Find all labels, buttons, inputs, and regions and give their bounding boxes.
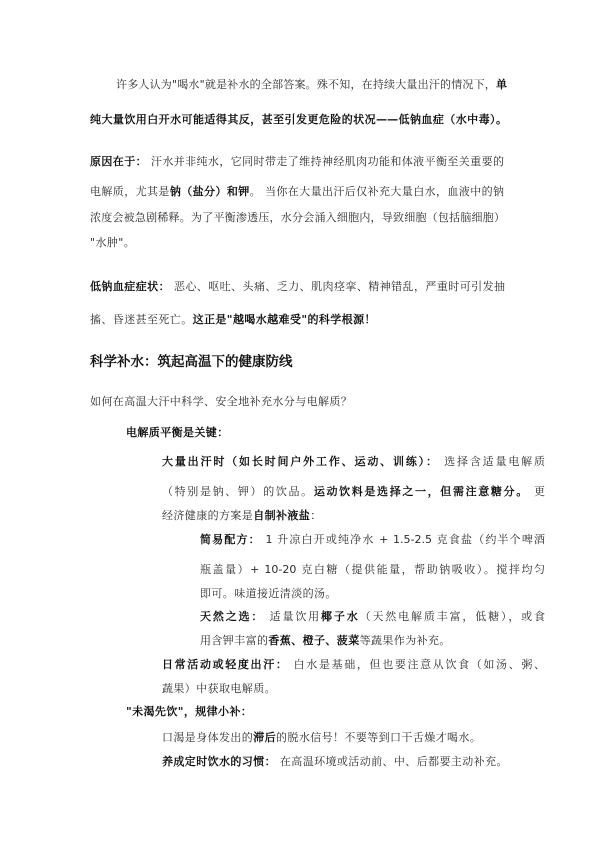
recipe-label: 简易配方： <box>200 533 261 546</box>
cause-line-1 <box>90 154 504 170</box>
symptoms-line-2 <box>90 312 376 328</box>
intro-line-2 <box>90 112 507 128</box>
cause-label: 原因在于： <box>90 155 148 168</box>
electrolyte-title: 电解质平衡是关键： <box>126 426 229 439</box>
intro-emphasis: 单 <box>496 78 507 91</box>
drink-early-line-1 <box>162 730 481 746</box>
drink-early-text: 口渴是身体发出的 <box>162 731 254 744</box>
heavy-sweat-text: 经济健康的方案是 <box>162 509 254 522</box>
natural-emphasis: 香蕉、橙子、菠菜 <box>268 634 360 647</box>
symptoms-label: 低钠血症症状： <box>90 280 171 293</box>
drink-early-text: 在高温环境或活动前、中、后都要主动补充。 <box>276 755 508 768</box>
cause-text: 电解质，尤其是 <box>90 185 170 198</box>
daily-text: 蔬果）中获取电解质。 <box>162 682 276 695</box>
cause-text: 汗水并非纯水，它同时带走了维持神经肌肉功能和体液平衡至关重要的 <box>147 155 504 168</box>
cause-text: 浓度会被急剧稀释。为了平衡渗透压，水分会涌入细胞内，导致细胞（包括脑细胞） <box>90 211 505 224</box>
drink-early-emphasis: 滞后 <box>253 731 277 744</box>
recipe-line-2 <box>200 562 545 578</box>
symptoms-text: 搐、昏迷甚至死亡。 <box>90 313 193 326</box>
heavy-sweat-emphasis: 运动饮料是选择之一，但需注意糖分。 <box>313 485 529 498</box>
intro-emphasis: 纯大量饮用白开水可能适得其反，甚至引发更危险的状况——低钠血症（水中毒）。 <box>90 113 507 126</box>
daily-line-2 <box>162 681 276 697</box>
daily-label: 日常活动或轻度出汗： <box>162 658 289 671</box>
natural-label: 天然之选： <box>200 610 265 623</box>
natural-text: （天然电解质丰富，低糖），或食 <box>359 610 546 623</box>
heavy-sweat-text: 更 <box>528 485 546 498</box>
drink-early-title: "未渴先饮"，规律小补： <box>126 705 253 718</box>
heavy-sweat-label: 大量出汗时（如长时间户外工作、运动、训练）： <box>162 455 439 468</box>
cause-emphasis: 钠（盐分）和钾 <box>169 185 250 198</box>
heavy-sweat-emphasis: 自制补液盐 <box>253 509 311 522</box>
recipe-text: 1 升凉白开或纯净水 + 1.5-2.5 克食盐（约半个啤酒 <box>260 533 546 546</box>
heavy-sweat-line-1 <box>162 454 545 470</box>
drink-early-label: 养成定时饮水的习惯： <box>162 755 276 768</box>
heavy-sweat-line-2 <box>162 484 545 500</box>
section-question: 如何在高温大汗中科学、安全地补充水分与电解质？ <box>90 395 353 408</box>
symptoms-emphasis: 这正是"越喝水越难受"的科学根源！ <box>192 313 376 326</box>
symptoms-text: 恶心、呕吐、头痛、乏力、肌肉痉挛、精神错乱，严重时可引发抽 <box>170 280 505 293</box>
natural-line-1 <box>200 609 545 625</box>
cause-line-4 <box>90 235 135 251</box>
daily-line-1 <box>162 657 545 673</box>
natural-text: 等蔬果作为补充。 <box>359 634 451 647</box>
section-heading: 科学补水：筑起高温下的健康防线 <box>90 354 293 370</box>
cause-line-3 <box>90 210 505 226</box>
heavy-sweat-text: 选择含适量电解质 <box>438 455 546 468</box>
natural-text: 用含钾丰富的 <box>200 634 269 647</box>
heavy-sweat-text: ： <box>310 509 322 522</box>
recipe-line-1 <box>200 532 545 548</box>
natural-line-2 <box>200 633 451 649</box>
recipe-line-3 <box>200 586 337 602</box>
natural-text: 适量饮用 <box>264 610 322 623</box>
natural-emphasis: 椰子水 <box>321 610 360 623</box>
drink-early-line-2 <box>162 754 508 770</box>
intro-line-1 <box>116 77 507 93</box>
symptoms-line-1 <box>90 279 505 295</box>
intro-text: 许多人认为"喝水"就是补水的全部答案。殊不知，在持续大量出汗的情况下， <box>116 78 496 91</box>
cause-text: "水肿"。 <box>90 236 136 249</box>
daily-text: 白水是基础，但也要注意从饮食（如汤、粥、 <box>288 658 545 671</box>
drink-early-text: 的脱水信号！不要等到口干舌燥才喝水。 <box>276 731 482 744</box>
recipe-text: 瓶盖量）+ 10-20 克白糖（提供能量，帮助钠吸收）。搅拌均匀 <box>200 563 545 576</box>
cause-text: 。 当你在大量出汗后仅补充大量白水，血液中的钠 <box>249 185 505 198</box>
heavy-sweat-line-3 <box>162 508 322 524</box>
recipe-text: 即可。味道接近清淡的汤。 <box>200 587 337 600</box>
heavy-sweat-text: （特别是钠、钾）的饮品。 <box>162 485 314 498</box>
cause-line-2 <box>90 184 504 200</box>
